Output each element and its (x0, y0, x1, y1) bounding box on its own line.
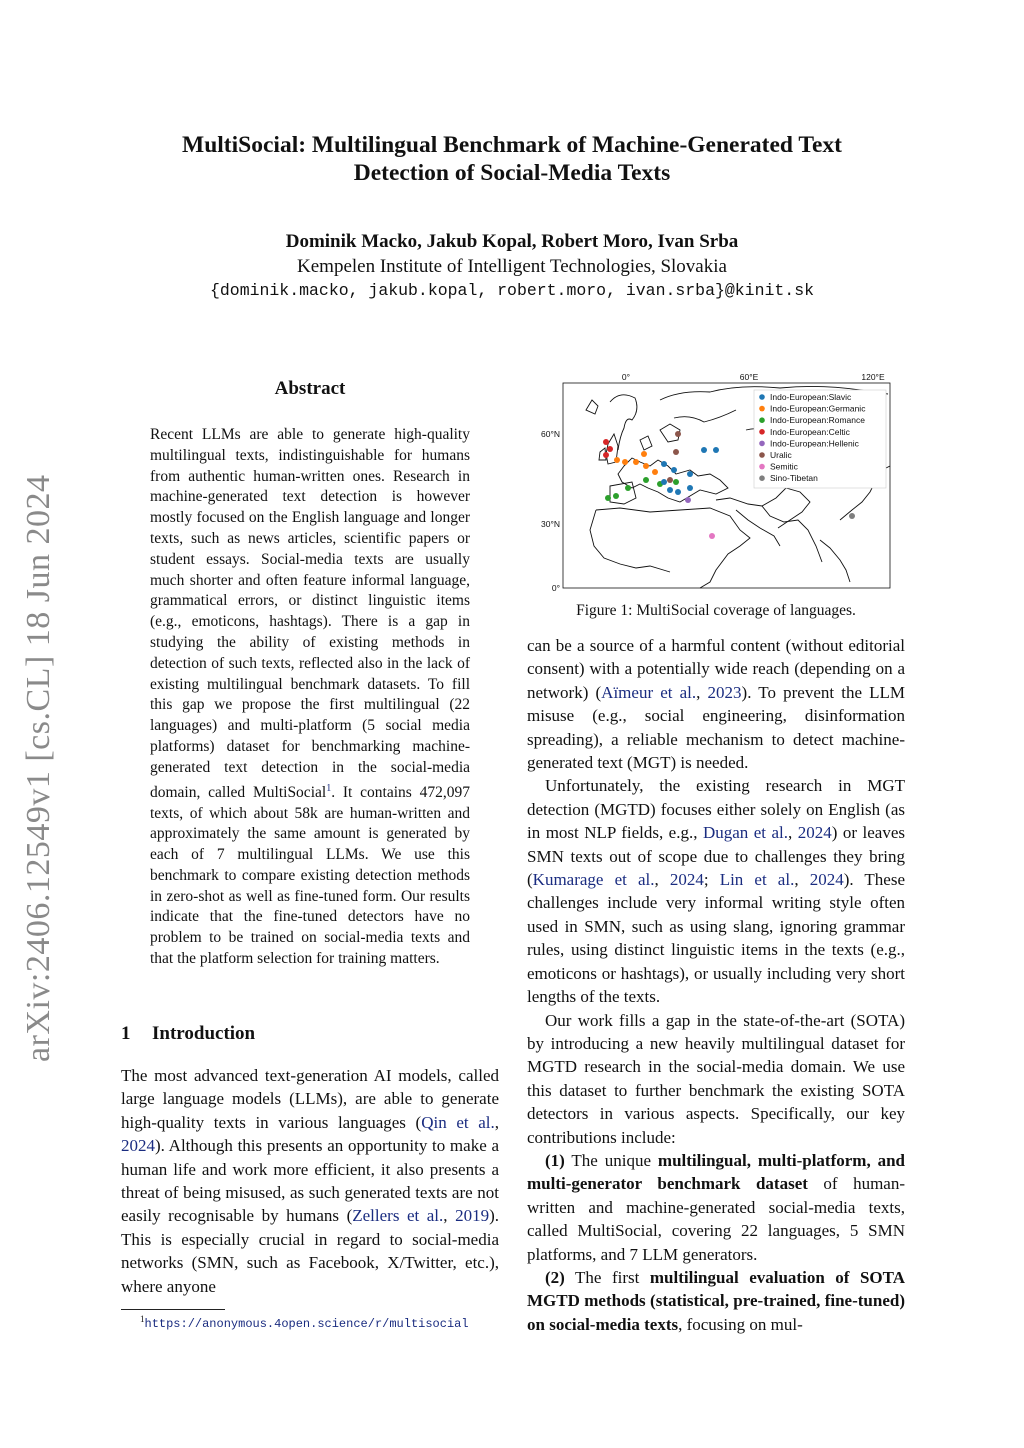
contribution-1 (527, 1149, 905, 1266)
body-text: , (794, 870, 810, 890)
arxiv-identifier: arXiv:2406.12549v1 [cs.CL] 18 Jun 2024 (20, 474, 57, 1062)
author-emails: {dominik.macko, jakub.kopal, robert.moro, ivan.srba}@kinit.sk (210, 281, 814, 300)
point-slavic (687, 471, 693, 477)
point-germanic (643, 463, 649, 469)
citation-link[interactable]: Lin et al. (719, 870, 795, 890)
point-hellenic (685, 497, 691, 503)
abstract-text-b: . It contains 472,097 texts, of which about 58k are human-written and approximately the same amount is generated by each of 7 multilingual LLMs. We use this benchmark to compare existing detection methods in zero-shot as well as fine-tuned form. Our results indicate that the fine-tuned detectors have no problem to be trained on social-media texts and that the platform selection for training matters. (150, 783, 470, 968)
point-slavic (675, 489, 681, 495)
legend-marker (759, 441, 765, 447)
point-romance (613, 493, 619, 499)
legend-marker (759, 464, 765, 470)
intro-text: , (494, 1112, 499, 1132)
intro-text: The most advanced text-generation AI models, called large language models (LLMs), are able to generate high-quality texts in various languages ( (121, 1066, 499, 1132)
y-tick-0: 0° (551, 583, 560, 593)
legend-marker (759, 394, 765, 400)
point-romance (625, 485, 631, 491)
point-celtic (603, 439, 609, 445)
intro-text: ). Although this presents an opportunity to make a human life and work more efficient, it also presents a threat of being misused, as such generated texts are not easily recognisable by humans ( (121, 1136, 499, 1226)
abstract-body (150, 425, 470, 970)
legend-marker (759, 417, 765, 423)
section-number: 1 (121, 1023, 131, 1044)
body-text: ) or leaves SMN texts out of scope due to challenges they bring ( (527, 823, 905, 890)
introduction-paragraph (121, 1064, 499, 1298)
contribution-number: (2) (545, 1267, 565, 1287)
body-bold-text: multilingual, multi-platform, and multi-generator benchmark dataset (527, 1150, 905, 1194)
citation-link[interactable]: Dugan et al. (702, 823, 789, 843)
authors: Dominik Macko, Jakub Kopal, Robert Moro, Ivan Srba (285, 231, 739, 252)
point-germanic (633, 459, 639, 465)
point-slavic (687, 485, 693, 491)
legend-marker (759, 406, 765, 412)
point-germanic (652, 469, 658, 475)
abstract-text-a: Recent LLMs are able to generate high-quality multilingual texts, indistinguishable for humans from authentic human-written ones. Research in machine-generated text detection is however mostly focused on the English language and longer texts, such as news articles, scientific papers or student essays. Social-media texts are usually much shorter and often feature informal language, grammatical errors, or distinct linguistic items (e.g., emoticons, hashtags). There is a gap in studying the ability of existing methods in detection of such texts, reflected also in the lack of existing multilingual benchmark datasets. To fill this gap we propose the first multilingual (22 languages) and multi-platform (5 social media platforms) dataset for benchmarking machine-generated text detection in the social-media domain, called MultiSocial (150, 426, 470, 801)
body-text: , (696, 682, 708, 702)
legend-label: Indo-European:Celtic (770, 426, 850, 437)
x-tick-60e: 60°E (739, 372, 759, 382)
citation-link[interactable]: Kumarage et al. (532, 870, 655, 890)
point-slavic (661, 461, 667, 467)
abstract-heading: Abstract (274, 378, 346, 399)
y-tick-60n: 60°N (541, 429, 560, 439)
contribution-2 (527, 1266, 905, 1336)
title-line-1: MultiSocial: Multilingual Benchmark of Machine-Generated Text (182, 132, 842, 158)
footnote-number: 1 (140, 1314, 145, 1324)
citation-year-link[interactable]: 2024 (797, 823, 832, 843)
point-romance (673, 479, 679, 485)
point-celtic (607, 446, 613, 452)
point-romance (605, 495, 611, 501)
paper-title (0, 131, 1024, 187)
section-heading-introduction (121, 1023, 255, 1045)
point-slavic (701, 447, 707, 453)
legend-label: Semitic (770, 461, 798, 472)
body-text: Unfortunately, the existing research in MGT detection (MGTD) focuses either solely on English (as in most NLP fields, e.g., (527, 776, 905, 843)
legend-marker (759, 429, 765, 435)
citation-link[interactable]: Zellers et al. (352, 1206, 444, 1226)
legend-label: Indo-European:Germanic (770, 403, 866, 414)
point-semitic (709, 533, 715, 539)
intro-text: , (443, 1206, 456, 1226)
body-text: ; (703, 870, 720, 890)
figure-caption: Figure 1: MultiSocial coverage of languages. (576, 602, 856, 619)
point-slavic (667, 487, 673, 493)
legend-marker (759, 452, 765, 458)
body-text: of human-written and machine-generated social-media texts, called MultiSocial, covering 22 languages, 5 SMN platforms, and 7 LLM generators. (527, 1174, 905, 1264)
point-germanic (641, 451, 647, 457)
x-tick-120e: 120°E (861, 372, 885, 382)
point-slavic (661, 479, 667, 485)
citation-link[interactable]: Qin et al. (421, 1112, 495, 1132)
legend-label: Indo-European:Romance (770, 415, 865, 426)
legend-label: Sino-Tibetan (770, 473, 818, 484)
contribution-number: (1) (545, 1150, 565, 1170)
point-germanic (614, 457, 620, 463)
y-tick-30n: 30°N (541, 519, 560, 529)
footnote-divider (121, 1309, 225, 1310)
body-text: The unique (564, 1150, 658, 1170)
point-slavic (713, 447, 719, 453)
citation-link[interactable]: Aïmeur et al. (601, 682, 697, 702)
affiliation: Kempelen Institute of Intelligent Technologies, Slovakia (297, 256, 727, 277)
paragraph: Our work fills a gap in the state-of-the-art (SOTA) by introducing a new heavily multilingual dataset for MGTD research in the social-media domain. We use this dataset to further benchmark the existing SOTA detectors in various aspects. Specifically, our key contributions include: (527, 1010, 905, 1147)
intro-text: ). This is especially crucial in regard to social-media networks (SMN, such as Facebook, X/Twitter, etc.), where anyone (121, 1206, 499, 1296)
point-uralic (673, 449, 679, 455)
body-text: ). These challenges include very informal writing style often used in SMN, such as using slang, ignoring grammar rules, using distinct linguistic items in the texts (e.g., emoticons or hashtags), or usually including very short lengths of the texts. (527, 870, 906, 1007)
footnote-url-link[interactable]: https://anonymous.4open.science/r/multisocial (144, 1317, 469, 1331)
right-column-body (527, 634, 905, 1336)
body-text: , focusing on mul- (678, 1314, 803, 1334)
citation-year-link[interactable]: 2023 (707, 682, 742, 702)
point-celtic (603, 452, 609, 458)
citation-year-link[interactable]: 2019 (455, 1206, 490, 1226)
citation-year-link[interactable]: 2024 (809, 870, 844, 890)
legend-label: Indo-European:Hellenic (770, 438, 859, 449)
point-uralic (667, 477, 673, 483)
map-legend (754, 390, 886, 488)
paragraph (527, 774, 905, 1008)
legend-label: Indo-European:Slavic (770, 392, 852, 402)
figure-language-map (540, 370, 902, 595)
paragraph (527, 634, 905, 774)
citation-year-link[interactable]: 2024 (121, 1136, 155, 1156)
citation-year-link[interactable]: 2024 (669, 870, 704, 890)
title-line-2: Detection of Social-Media Texts (353, 160, 671, 186)
body-text: The first (564, 1267, 650, 1287)
legend-marker (759, 475, 765, 481)
body-text: , (788, 823, 798, 843)
body-text: , (654, 870, 670, 890)
point-uralic (675, 431, 681, 437)
footnote (140, 1314, 469, 1331)
legend-label: Uralic (770, 450, 792, 460)
point-romance (643, 477, 649, 483)
body-text: ). To prevent the LLM misuse (e.g., social engineering, disinformation spreading), a reliable mechanism to detect machine-generated text (MGT) is needed. (527, 682, 906, 773)
body-text: can be a source of a harmful content (without editorial consent) with a potentially wide reach (depending on a network) ( (527, 636, 905, 702)
footnote-marker[interactable]: 1 (326, 782, 332, 794)
point-germanic (622, 459, 628, 465)
x-tick-0: 0° (621, 372, 631, 382)
section-title: Introduction (152, 1023, 256, 1044)
point-sino-tibetan (849, 513, 855, 519)
body-bold-text: multilingual evaluation of SOTA MGTD methods (statistical, pre-trained, fine-tuned) on social-media texts (527, 1267, 905, 1334)
point-slavic (671, 467, 677, 473)
